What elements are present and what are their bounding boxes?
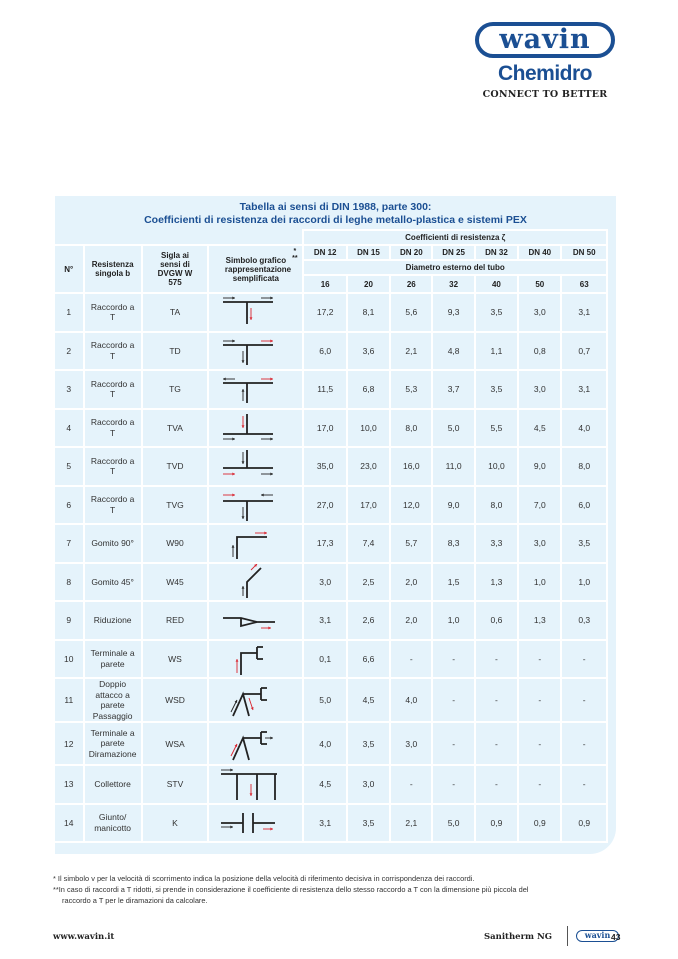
- table-row: [55, 722, 607, 765]
- header-dn: DN 12: [303, 245, 346, 260]
- coefficient-cell: 0,3: [561, 601, 607, 640]
- row-symbol: [208, 524, 303, 563]
- manifold-icon: [217, 766, 279, 802]
- coefficient-cell: 4,0: [561, 409, 607, 448]
- coefficient-cell: 9,0: [432, 486, 474, 525]
- resistance-name-text: Gomito 90°: [91, 538, 134, 548]
- footnote-2: **In caso di raccordi a T ridotti, si prende in considerazione il coefficiente di resistenza dello stesso raccordo a T con la dimensione più piccola del: [53, 885, 529, 894]
- wavin-chemidro-logo: [474, 22, 616, 100]
- coefficient-cell: 0,9: [518, 804, 561, 843]
- coefficient-cell: 4,0: [303, 722, 346, 765]
- reducer-icon: [217, 602, 279, 638]
- coefficient-cell: 3,5: [561, 524, 607, 563]
- tee-va-icon: [217, 410, 279, 446]
- coefficient-cell: 1,3: [475, 563, 518, 602]
- coefficient-cell: 1,1: [475, 332, 518, 371]
- table-row: [55, 524, 607, 563]
- row-number: 2: [55, 332, 84, 371]
- product-name: Sanitherm NG: [484, 932, 553, 942]
- header-od: 40: [475, 275, 518, 293]
- coefficient-cell: 3,1: [561, 370, 607, 409]
- row-number: 11: [55, 678, 84, 722]
- row-number: 14: [55, 804, 84, 843]
- header-od: 63: [561, 275, 607, 293]
- coefficient-cell: 10,0: [475, 447, 518, 486]
- resistance-table: [55, 229, 608, 843]
- coefficient-cell: 17,0: [303, 409, 346, 448]
- coefficient-cell: 1,0: [561, 563, 607, 602]
- header-sigla: [142, 245, 209, 293]
- row-resistance-name: [84, 332, 142, 371]
- coefficient-cell: 3,3: [475, 524, 518, 563]
- coefficient-cell: 8,3: [432, 524, 474, 563]
- coefficient-cell: -: [561, 678, 607, 722]
- resistance-name-text: Raccordo a T: [90, 340, 135, 361]
- row-resistance-name: [84, 722, 142, 765]
- row-symbol: [208, 804, 303, 843]
- header-dn: DN 40: [518, 245, 561, 260]
- coefficient-cell: 3,0: [390, 722, 432, 765]
- coefficient-cell: 3,5: [475, 370, 518, 409]
- resistance-name-text: Collettore: [94, 779, 131, 789]
- coefficient-cell: 5,5: [475, 409, 518, 448]
- wavin-footer-logo: wavin: [576, 930, 619, 942]
- row-number: 7: [55, 524, 84, 563]
- coefficient-cell: 2,5: [347, 563, 390, 602]
- website-link[interactable]: www.wavin.it: [53, 932, 115, 942]
- coefficient-cell: 17,0: [347, 486, 390, 525]
- coefficient-cell: 8,0: [390, 409, 432, 448]
- coefficient-cell: 3,1: [561, 293, 607, 332]
- row-symbol: [208, 640, 303, 679]
- resistance-name-text: Riduzione: [93, 615, 132, 625]
- row-resistance-name: [84, 678, 142, 722]
- coefficient-cell: 0,1: [303, 640, 346, 679]
- header-resistenza: [84, 245, 142, 293]
- row-symbol: [208, 332, 303, 371]
- coefficient-cell: 3,0: [518, 370, 561, 409]
- row-number: 5: [55, 447, 84, 486]
- coefficient-cell: -: [518, 640, 561, 679]
- coefficient-cell: -: [561, 640, 607, 679]
- row-resistance-name: [84, 447, 142, 486]
- table-row: [55, 409, 607, 448]
- coupling-icon: [217, 805, 279, 841]
- coefficient-cell: -: [518, 678, 561, 722]
- tee-vd-icon: [217, 448, 279, 484]
- coefficient-cell: 4,5: [347, 678, 390, 722]
- coefficient-cell: -: [432, 640, 474, 679]
- coefficient-cell: 3,0: [303, 563, 346, 602]
- coefficient-cell: 35,0: [303, 447, 346, 486]
- row-number: 13: [55, 765, 84, 804]
- coefficient-cell: 3,5: [347, 722, 390, 765]
- coefficient-cell: 0,9: [561, 804, 607, 843]
- table-row: [55, 601, 607, 640]
- coefficient-cell: 2,1: [390, 804, 432, 843]
- resistance-name-text: Raccordo a T: [90, 494, 135, 515]
- header-dn: DN 50: [561, 245, 607, 260]
- coefficient-cell: -: [432, 765, 474, 804]
- resistance-table-panel: [55, 196, 616, 854]
- coefficient-cell: 4,0: [390, 678, 432, 722]
- coefficient-cell: 0,8: [518, 332, 561, 371]
- header-simbolo: [208, 245, 303, 293]
- coefficient-cell: 5,0: [432, 804, 474, 843]
- header-diametro: Diametro esterno del tubo: [303, 260, 607, 275]
- coefficient-cell: 5,0: [303, 678, 346, 722]
- table-row: [55, 678, 607, 722]
- row-sigla: TVA: [142, 409, 209, 448]
- row-resistance-name: [84, 804, 142, 843]
- coefficient-cell: 3,6: [347, 332, 390, 371]
- blank: [55, 230, 303, 245]
- coefficient-cell: 2,1: [390, 332, 432, 371]
- header-row-coef: [55, 230, 607, 245]
- coefficient-cell: 11,0: [432, 447, 474, 486]
- header-resistenza-label: Resistenza singola b: [91, 260, 134, 278]
- row-sigla: K: [142, 804, 209, 843]
- coefficient-cell: -: [432, 678, 474, 722]
- tee-a-icon: [217, 294, 279, 330]
- wall-terminal-icon: [217, 641, 279, 677]
- coefficient-cell: -: [475, 722, 518, 765]
- coefficient-cell: 9,0: [518, 447, 561, 486]
- table-row: [55, 804, 607, 843]
- elbow-90-icon: [217, 525, 279, 561]
- row-sigla: W90: [142, 524, 209, 563]
- tee-vg-icon: [217, 487, 279, 523]
- header-n: [55, 245, 84, 293]
- footnote-2-cont: raccordo a T per le diramazioni da calcolare.: [62, 896, 208, 905]
- coefficient-cell: 4,5: [303, 765, 346, 804]
- coefficient-cell: 6,8: [347, 370, 390, 409]
- footnote-markers: * **: [292, 247, 298, 262]
- row-number: 10: [55, 640, 84, 679]
- coefficient-cell: 6,6: [347, 640, 390, 679]
- coefficient-cell: 4,8: [432, 332, 474, 371]
- row-sigla: TA: [142, 293, 209, 332]
- double-wall-passage-icon: [217, 682, 279, 718]
- coef-header: Coefficienti di resistenza ζ: [303, 230, 607, 245]
- resistance-name-text: Raccordo a T: [90, 301, 135, 323]
- coefficient-cell: 23,0: [347, 447, 390, 486]
- coefficient-cell: 3,0: [518, 524, 561, 563]
- page-number: 43: [611, 932, 621, 942]
- header-od: 16: [303, 275, 346, 293]
- coefficient-cell: 1,0: [518, 563, 561, 602]
- header-simbolo-label: Simbolo grafico rappresentazione semplificata: [224, 255, 292, 283]
- header-n-label: N°: [64, 264, 74, 274]
- header-dn: DN 20: [390, 245, 432, 260]
- row-symbol: [208, 486, 303, 525]
- tee-d-icon: [217, 333, 279, 369]
- coefficient-cell: 3,5: [347, 804, 390, 843]
- resistance-name-text: Gomito 45°: [91, 576, 134, 587]
- resistance-name-text: Terminale a parete: [90, 648, 135, 669]
- coefficient-cell: -: [518, 722, 561, 765]
- coefficient-cell: 6,0: [561, 486, 607, 525]
- coefficient-cell: 17,3: [303, 524, 346, 563]
- row-sigla: WS: [142, 640, 209, 679]
- row-symbol: [208, 765, 303, 804]
- coefficient-cell: 3,7: [432, 370, 474, 409]
- wall-branch-icon: [217, 726, 279, 762]
- coefficient-cell: 16,0: [390, 447, 432, 486]
- elbow-45-icon: [217, 564, 279, 600]
- coefficient-cell: 4,5: [518, 409, 561, 448]
- resistance-name-text: Doppio attacco a parete Passaggio: [92, 679, 133, 721]
- coefficient-cell: 8,0: [475, 486, 518, 525]
- resistance-name-text: Raccordo a T: [90, 417, 135, 438]
- row-number: 1: [55, 293, 84, 332]
- header-dn: DN 32: [475, 245, 518, 260]
- row-sigla: STV: [142, 765, 209, 804]
- wavin-logo: wavin: [475, 22, 615, 58]
- row-resistance-name: [84, 563, 142, 602]
- row-sigla: TG: [142, 370, 209, 409]
- coefficient-cell: 9,3: [432, 293, 474, 332]
- row-number: 8: [55, 563, 84, 602]
- resistance-name-text: Giunto/ manicotto: [94, 812, 132, 833]
- coefficient-cell: 8,1: [347, 293, 390, 332]
- coefficient-cell: -: [518, 765, 561, 804]
- coefficient-cell: 17,2: [303, 293, 346, 332]
- row-number: 9: [55, 601, 84, 640]
- coefficient-cell: 3,0: [518, 293, 561, 332]
- header-od: 26: [390, 275, 432, 293]
- row-sigla: WSD: [142, 678, 209, 722]
- table-row: [55, 370, 607, 409]
- table-row: [55, 640, 607, 679]
- table-title: [55, 196, 616, 226]
- footnote-1: * Il simbolo v per la velocità di scorrimento indica la posizione della velocità di riferimento decisiva in corrispondenza dei raccordi.: [53, 874, 475, 883]
- coefficient-cell: 0,7: [561, 332, 607, 371]
- coefficient-cell: 1,3: [518, 601, 561, 640]
- row-resistance-name: [84, 640, 142, 679]
- coefficient-cell: 3,1: [303, 804, 346, 843]
- coefficient-cell: -: [475, 678, 518, 722]
- coefficient-cell: 1,5: [432, 563, 474, 602]
- footnotes: [53, 873, 528, 906]
- row-sigla: RED: [142, 601, 209, 640]
- coefficient-cell: 5,7: [390, 524, 432, 563]
- row-symbol: [208, 563, 303, 602]
- coefficient-cell: 3,0: [347, 765, 390, 804]
- table-row: [55, 332, 607, 371]
- coefficient-cell: 27,0: [303, 486, 346, 525]
- table-row: [55, 765, 607, 804]
- divider: [567, 926, 568, 946]
- row-resistance-name: [84, 409, 142, 448]
- coefficient-cell: 0,9: [475, 804, 518, 843]
- coefficient-cell: 7,0: [518, 486, 561, 525]
- row-number: 6: [55, 486, 84, 525]
- row-resistance-name: [84, 486, 142, 525]
- resistance-name-text: Terminale a parete Diramazione: [88, 727, 137, 759]
- row-number: 3: [55, 370, 84, 409]
- coefficient-cell: 3,1: [303, 601, 346, 640]
- resistance-name-text: Raccordo a T: [90, 378, 135, 400]
- coefficient-cell: -: [390, 765, 432, 804]
- table-row: [55, 447, 607, 486]
- row-sigla: WSA: [142, 722, 209, 765]
- coefficient-cell: -: [475, 765, 518, 804]
- coefficient-cell: 2,0: [390, 563, 432, 602]
- coefficient-cell: 2,6: [347, 601, 390, 640]
- header-dn: DN 25: [432, 245, 474, 260]
- row-symbol: [208, 722, 303, 765]
- table-row: [55, 293, 607, 332]
- coefficient-cell: 5,3: [390, 370, 432, 409]
- coefficient-cell: 8,0: [561, 447, 607, 486]
- coefficient-cell: 6,0: [303, 332, 346, 371]
- resistance-name-text: Raccordo a T: [90, 455, 135, 477]
- row-sigla: W45: [142, 563, 209, 602]
- row-resistance-name: [84, 370, 142, 409]
- coefficient-cell: 3,5: [475, 293, 518, 332]
- row-sigla: TVD: [142, 447, 209, 486]
- row-symbol: [208, 678, 303, 722]
- title-line-2: Coefficienti di resistenza dei raccordi di leghe metallo-plastica e sistemi PEX: [144, 213, 527, 226]
- row-symbol: [208, 409, 303, 448]
- row-number: 12: [55, 722, 84, 765]
- coefficient-cell: 5,0: [432, 409, 474, 448]
- coefficient-cell: 5,6: [390, 293, 432, 332]
- row-resistance-name: [84, 524, 142, 563]
- table-row: [55, 486, 607, 525]
- coefficient-cell: -: [561, 722, 607, 765]
- chemidro-logo: Chemidro: [497, 62, 592, 85]
- tagline: CONNECT TO BETTER: [482, 89, 608, 100]
- row-symbol: [208, 601, 303, 640]
- header-od: 32: [432, 275, 474, 293]
- header-sigla-label: Sigla ai sensi di DVGW W 575: [157, 251, 193, 287]
- header-row-dn: [55, 245, 607, 260]
- coefficient-cell: 12,0: [390, 486, 432, 525]
- row-symbol: [208, 370, 303, 409]
- coefficient-cell: -: [475, 640, 518, 679]
- coefficient-cell: -: [432, 722, 474, 765]
- row-sigla: TD: [142, 332, 209, 371]
- coefficient-cell: -: [390, 640, 432, 679]
- row-symbol: [208, 293, 303, 332]
- row-sigla: TVG: [142, 486, 209, 525]
- title-line-1: Tabella ai sensi di DIN 1988, parte 300:: [239, 201, 432, 213]
- coefficient-cell: -: [561, 765, 607, 804]
- row-resistance-name: [84, 601, 142, 640]
- row-number: 4: [55, 409, 84, 448]
- header-od: 20: [347, 275, 390, 293]
- row-resistance-name: [84, 293, 142, 332]
- header-od: 50: [518, 275, 561, 293]
- coefficient-cell: 7,4: [347, 524, 390, 563]
- coefficient-cell: 2,0: [390, 601, 432, 640]
- coefficient-cell: 10,0: [347, 409, 390, 448]
- row-resistance-name: [84, 765, 142, 804]
- coefficient-cell: 0,6: [475, 601, 518, 640]
- tee-g-icon: [217, 371, 279, 407]
- row-symbol: [208, 447, 303, 486]
- header-dn: DN 15: [347, 245, 390, 260]
- coefficient-cell: 1,0: [432, 601, 474, 640]
- table-row: [55, 563, 607, 602]
- coefficient-cell: 11,5: [303, 370, 346, 409]
